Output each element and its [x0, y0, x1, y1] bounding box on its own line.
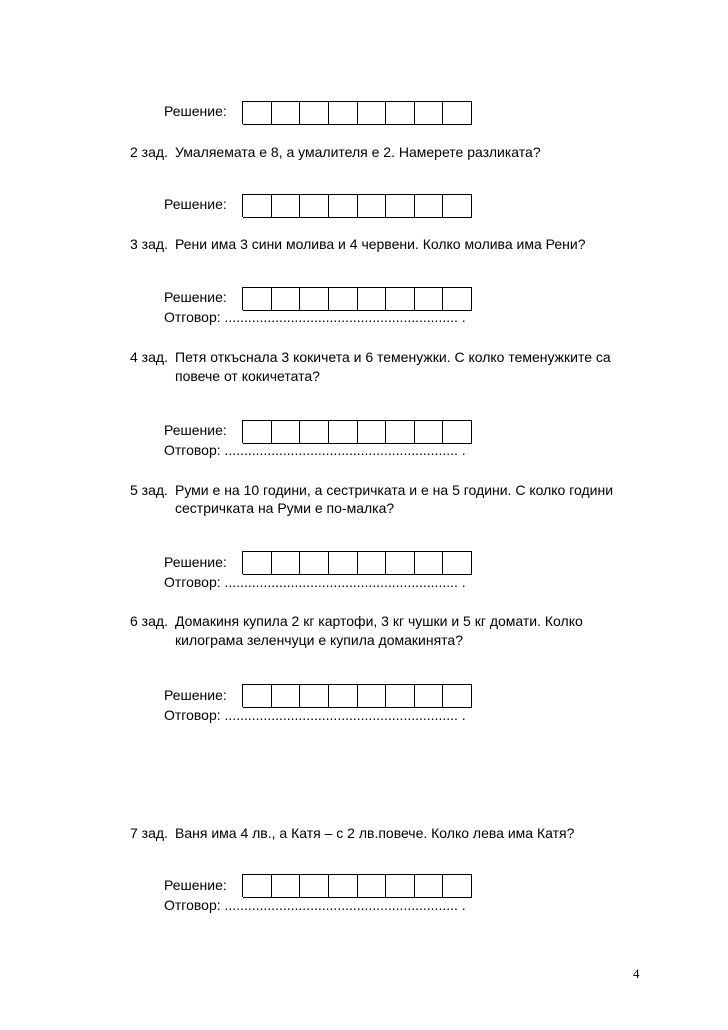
solution-grid[interactable] [242, 684, 472, 707]
grid-cell[interactable] [272, 194, 301, 218]
grid-cell[interactable] [358, 194, 387, 218]
grid-cell[interactable] [443, 420, 472, 444]
task-number: 4 зад. [130, 349, 168, 365]
grid-cell[interactable] [443, 101, 472, 125]
solution-grid[interactable] [242, 551, 472, 574]
grid-cell[interactable] [358, 287, 387, 311]
grid-cell[interactable] [415, 874, 444, 898]
solution-label: Решение: [164, 877, 227, 893]
solution-label: Решение: [164, 554, 227, 570]
grid-cell[interactable] [358, 684, 387, 708]
grid-cell[interactable] [300, 194, 329, 218]
grid-cell[interactable] [358, 551, 387, 575]
grid-cell[interactable] [415, 684, 444, 708]
grid-cell[interactable] [300, 101, 329, 125]
grid-cell[interactable] [243, 101, 272, 125]
grid-cell[interactable] [386, 287, 415, 311]
solution-grid[interactable] [242, 101, 472, 124]
task-text: Руми е на 10 години, а сестричката и е на 5 години. С колко години [175, 482, 614, 498]
grid-cell[interactable] [243, 874, 272, 898]
grid-cell[interactable] [329, 684, 358, 708]
grid-cell[interactable] [415, 420, 444, 444]
grid-cell[interactable] [329, 287, 358, 311]
solution-label: Решение: [164, 196, 227, 212]
grid-cell[interactable] [358, 420, 387, 444]
solution-grid[interactable] [242, 287, 472, 310]
grid-cell[interactable] [443, 287, 472, 311]
grid-cell[interactable] [386, 194, 415, 218]
grid-cell[interactable] [443, 194, 472, 218]
grid-cell[interactable] [272, 551, 301, 575]
grid-cell[interactable] [300, 684, 329, 708]
grid-cell[interactable] [415, 551, 444, 575]
grid-cell[interactable] [415, 287, 444, 311]
answer-line[interactable]: Отговор: ............................................................ . [164, 707, 466, 723]
grid-cell[interactable] [358, 101, 387, 125]
task-text: Рени има 3 сини молива и 4 червени. Колко молива има Рени? [175, 236, 586, 252]
grid-cell[interactable] [386, 101, 415, 125]
grid-cell[interactable] [300, 420, 329, 444]
solution-label: Решение: [164, 103, 227, 119]
grid-cell[interactable] [243, 287, 272, 311]
task-text: килограма зеленчуци е купила домакинята? [175, 632, 463, 648]
grid-cell[interactable] [415, 101, 444, 125]
grid-cell[interactable] [243, 194, 272, 218]
task-number: 5 зад. [130, 482, 168, 498]
grid-cell[interactable] [443, 684, 472, 708]
grid-cell[interactable] [243, 420, 272, 444]
grid-cell[interactable] [272, 101, 301, 125]
task-text: Домакиня купила 2 кг картофи, 3 кг чушки и 5 кг домати. Колко [175, 613, 583, 629]
task-text: повече от кокичетата? [175, 368, 320, 384]
grid-cell[interactable] [329, 101, 358, 125]
answer-line[interactable]: Отговор: ............................................................ . [164, 442, 466, 458]
page-number: 4 [633, 966, 640, 981]
solution-grid[interactable] [242, 874, 472, 897]
grid-cell[interactable] [272, 684, 301, 708]
task-text: Петя откъснала 3 кокичета и 6 теменужки. С колко теменужките са [175, 349, 611, 365]
task-text: Ваня има 4 лв., а Катя – с 2 лв.повече. Колко лева има Катя? [175, 825, 575, 841]
grid-cell[interactable] [443, 551, 472, 575]
solution-grid[interactable] [242, 420, 472, 443]
task-text: Умаляемата е 8, а умалителя е 2. Намерете разликата? [175, 144, 541, 160]
grid-cell[interactable] [300, 287, 329, 311]
solution-label: Решение: [164, 687, 227, 703]
grid-cell[interactable] [329, 420, 358, 444]
grid-cell[interactable] [415, 194, 444, 218]
answer-line[interactable]: Отговор: ............................................................ . [164, 897, 466, 913]
grid-cell[interactable] [300, 874, 329, 898]
grid-cell[interactable] [358, 874, 387, 898]
grid-cell[interactable] [272, 287, 301, 311]
grid-cell[interactable] [386, 551, 415, 575]
grid-cell[interactable] [443, 874, 472, 898]
task-number: 3 зад. [130, 236, 168, 252]
grid-cell[interactable] [243, 551, 272, 575]
grid-cell[interactable] [300, 551, 329, 575]
solution-grid[interactable] [242, 194, 472, 217]
grid-cell[interactable] [386, 684, 415, 708]
task-number: 6 зад. [130, 613, 168, 629]
answer-line[interactable]: Отговор: ............................................................ . [164, 574, 466, 590]
grid-cell[interactable] [243, 684, 272, 708]
solution-label: Решение: [164, 422, 227, 438]
grid-cell[interactable] [329, 194, 358, 218]
grid-cell[interactable] [272, 874, 301, 898]
grid-cell[interactable] [329, 551, 358, 575]
task-number: 2 зад. [130, 144, 168, 160]
grid-cell[interactable] [386, 420, 415, 444]
answer-line[interactable]: Отговор: ............................................................ . [164, 309, 466, 325]
grid-cell[interactable] [329, 874, 358, 898]
task-text: сестричката на Руми е по-малка? [175, 500, 395, 516]
solution-label: Решение: [164, 289, 227, 305]
grid-cell[interactable] [272, 420, 301, 444]
grid-cell[interactable] [386, 874, 415, 898]
task-number: 7 зад. [130, 825, 168, 841]
